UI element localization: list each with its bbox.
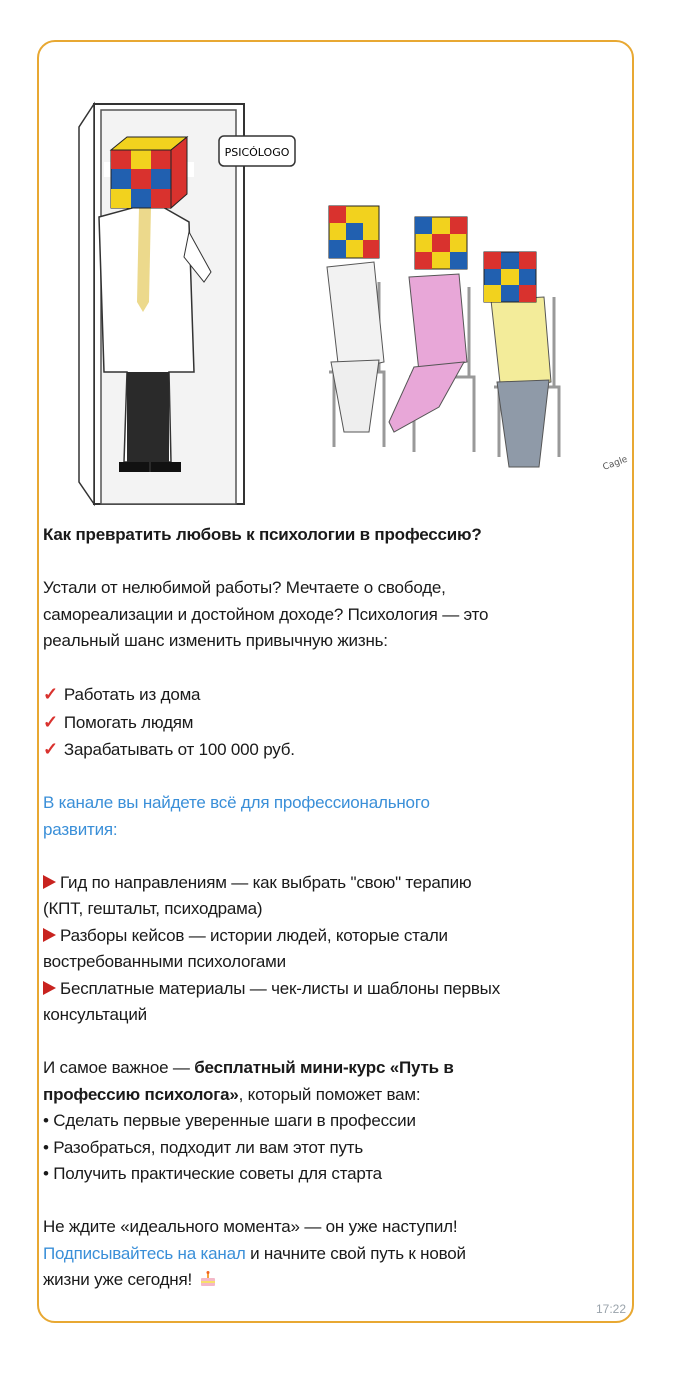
psychologist-sign: PSICÓLOGO	[224, 146, 290, 159]
cake-emoji-icon	[199, 1270, 217, 1288]
message-bubble	[37, 40, 634, 1323]
artist-signature: Cagle	[601, 454, 630, 473]
checkmark-icon: ✓	[43, 684, 58, 704]
checkmark-icon: ✓	[43, 739, 58, 759]
patient-1	[327, 206, 384, 432]
intro-line-2: самореализации и достойном доходе? Психология — это	[43, 604, 489, 624]
check-item: ✓ Работать из дома	[43, 684, 201, 704]
important-line-1: И самое важное — бесплатный мини-курс «Путь в	[43, 1058, 454, 1077]
closing-line-1: Не ждите «идеального момента» — он уже наступил!	[43, 1217, 458, 1236]
channel-line-2: развития:	[43, 819, 118, 839]
message-title: Как превратить любовь к психологии в профессию?	[43, 525, 482, 544]
message-timestamp: 17:22	[595, 1302, 626, 1316]
subscribe-link[interactable]: Подписывайтесь на канал	[43, 1243, 246, 1263]
patient-3	[484, 252, 551, 467]
feature-item: Бесплатные материалы — чек-листы и шаблоны первых	[43, 976, 626, 1003]
intro-line-1: Устали от нелюбимой работы? Мечтаете о свободе,	[43, 578, 446, 597]
checkmark-icon: ✓	[43, 711, 58, 732]
closing-line-3: жизни уже сегодня!	[43, 1267, 626, 1294]
channel-line-1: В канале вы найдете всё для профессионального	[43, 793, 430, 812]
bullet-item: • Сделать первые уверенные шаги в профессии	[43, 1111, 416, 1130]
feature-item: Гид по направлениям — как выбрать "свою" терапию	[43, 870, 626, 897]
triangle-icon	[43, 875, 56, 889]
intro-line-3: реальный шанс изменить привычную жизнь:	[43, 631, 388, 650]
cartoon-illustration[interactable]	[39, 42, 632, 507]
patient-2	[389, 217, 467, 432]
message-text	[43, 522, 626, 1294]
feature-item: Разборы кейсов — истории людей, которые стали	[43, 923, 626, 950]
check-item: ✓ Зарабатывать от 100 000 руб.	[43, 739, 295, 759]
bullet-item: • Получить практические советы для старта	[43, 1164, 382, 1183]
bullet-item: • Разобраться, подходит ли вам этот путь	[43, 1137, 364, 1157]
triangle-icon	[43, 928, 56, 942]
closing-line-2: Подписывайтесь на канал и начните свой путь к новой	[43, 1243, 466, 1263]
triangle-icon	[43, 981, 56, 995]
important-line-2: профессию психолога», который поможет вам:	[43, 1084, 421, 1104]
check-item: ✓ Помогать людям	[43, 711, 194, 732]
feature-item-cont: консультаций	[43, 1005, 147, 1024]
feature-item-cont: (КПТ, гештальт, психодрама)	[43, 899, 263, 918]
feature-item-cont: востребованными психологами	[43, 952, 286, 971]
